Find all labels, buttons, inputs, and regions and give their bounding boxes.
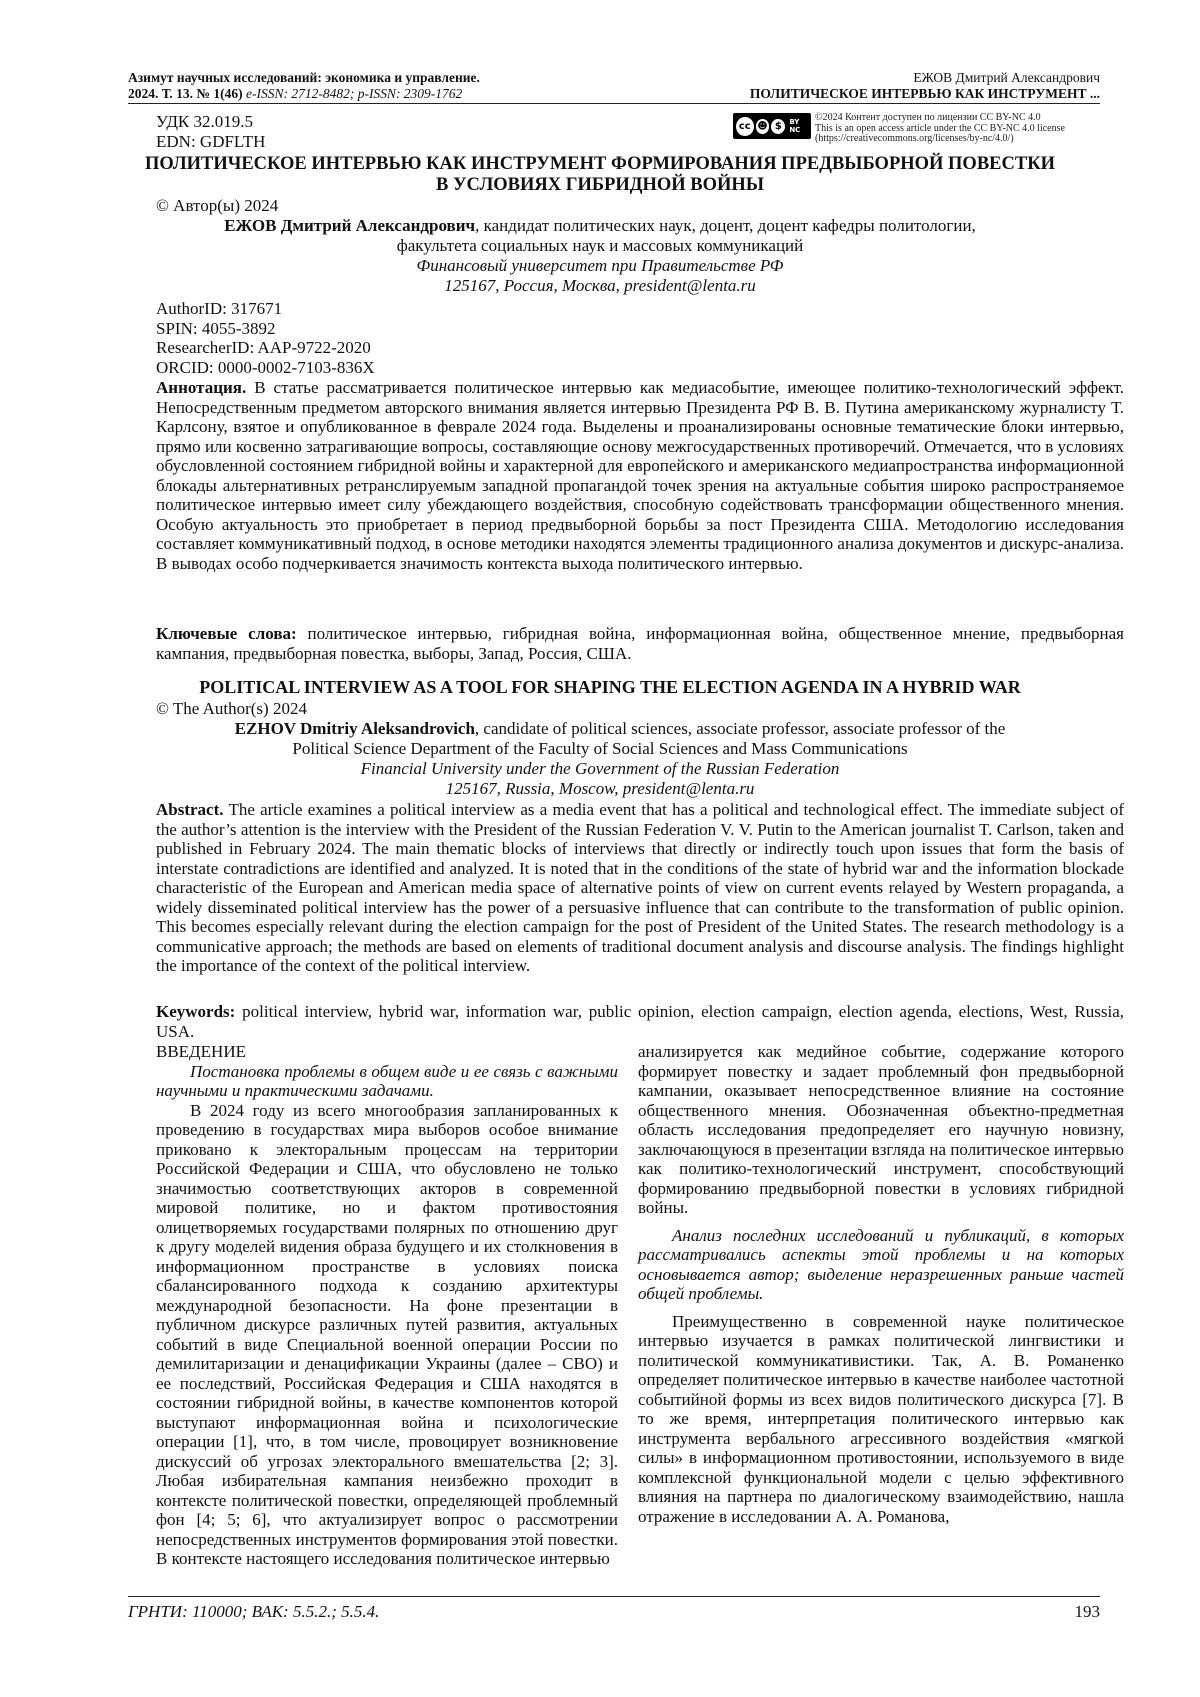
analysis-paragraph: Преимущественно в современной науке политическое интервью изучается в рамках политической лингвистики и политической коммуникативистики. Так, А. В. Романенко определяет политическое интервью в качестве наиболее частотной событийной формы из всех видов политического дискурса [7]. В то же время, интерпретация политического интервью как инструмента вербального агрессивного воздействия «мягкой силы» в информационном противостоянии, используемого в виде комплексной функциональной модели с целью эффективного влияния на партнера по диалогическому взаимодействию, нашла отражение в исследовании А. А. Романова, [638,1311,1124,1526]
nc-label: NC [789,126,801,134]
header-running-title: ПОЛИТИЧЕСКОЕ ИНТЕРВЬЮ КАК ИНСТРУМЕНТ ... [749,86,1100,101]
author-name-ru: ЕЖОВ Дмитрий Александрович [224,216,476,235]
author-line-ru [140,216,1060,236]
author-faculty-en: Political Science Department of the Faculty of Social Sciences and Mass Communications [292,739,908,758]
edn-code: EDN: GDFLTH [156,132,266,151]
udk-block [156,112,265,152]
license-text [815,113,1065,145]
keywords-label-en: Keywords: [156,1002,236,1021]
keywords-text-en: political interview, hybrid war, information war, public opinion, election campaign, election agenda, elections, West, Russia, USA. [156,1002,1124,1041]
issue-number: 2024. Т. 13. № 1(46) [128,86,246,101]
copyright-en: © The Author(s) 2024 [156,699,307,718]
address-en: 125167, Russia, Moscow, president@lenta.ru [445,779,755,798]
affiliation-ru: Финансовый университет при Правительстве РФ [416,256,784,275]
keywords-en [156,1002,1124,1041]
udk-code: УДК 32.019.5 [156,112,254,131]
author-ids [156,299,375,377]
nc-icon: $ [771,119,785,134]
section-heading-intro: ВВЕДЕНИЕ [156,1042,246,1061]
address-ru: 125167, Россия, Москва, president@lenta.ru [444,276,756,295]
by-icon: ☻ [757,120,768,132]
intro-paragraph-continued: анализируется как медийное событие, содержание которого формирует повестку и задает проблемный фон предвыборной кампании, оказывает непосредственное влияние на состояние общественного мнения. Обозначенная объектно-предметная область исследования предопределяет его научную новизну, заключающуюся в презентации взгляда на политическое интервью как политико-технологический инструмент, способствующий формированию предвыборной повестки в условиях гибридной войны. [638,1042,1124,1217]
header-author: ЕЖОВ Дмитрий Александрович [913,70,1100,85]
orcid-id: ORCID: 0000-0002-7103-836X [156,357,375,377]
copyright-ru: © Автор(ы) 2024 [156,196,279,215]
issn: e-ISSN: 2712-8482; p-ISSN: 2309-1762 [245,86,463,101]
intro-italic-subheading: Постановка проблемы в общем виде и ее связь с важными научными и практическими задачами. [156,1061,618,1100]
footer-classification: ГРНТИ: 110000; ВАК: 5.5.2.; 5.5.4. [128,1602,380,1621]
keywords-label-ru: Ключевые слова: [156,624,297,643]
analysis-italic-subheading: Анализ последних исследований и публикаций, в которых рассматривались аспекты этой проблемы и на которых основывается автор; выделение неразрешенных раньше частей общей проблемы. [638,1225,1124,1303]
license-link: (https://creativecommons.org/licenses/by-nc/4.0/) [815,133,1014,144]
running-header-right [750,70,1100,102]
license-line-en: This is an open access article under the CC BY-NC 4.0 license [815,122,1065,134]
by-label: BY [789,118,800,126]
cc-badge-label [789,118,811,134]
keywords-text-ru: политическое интервью, гибридная война, информационная война, общественное мнение, предвыборная кампания, предвыборная повестка, выборы, Запад, Россия, США. [156,624,1124,663]
abstract-ru [156,378,1124,573]
cc-license-badge [733,113,811,139]
author-desc-en: , candidate of political sciences, associate professor, associate professor of the [474,719,1006,738]
intro-paragraph: В 2024 году из всего многообразия запланированных к проведению в государствах мира выборов особое внимание приковано к электоральным процессам на территории Российской Федерации и США, что обусловлено не только значимостью соответствующих акторов в современной мировой политике, но и фактом противостояния олицетворяемых государствами полярных по отношению друг к другу моделей видения образа будущего и их столкновения в информационном пространстве в условиях поиска сбалансированного подхода к созданию архитектуры международной безопасности. На фоне презентации в публичном дискурсе различных путей развития, актуальных событий в виде Специальной военной операции России по демилитаризации и денацификации Украины (далее – СВО) и ее последствий, Российская Федерация и США находятся в состоянии гибридной войны, в качестве компонентов которой выступают информационная война и психологические операции [1], что, в том числе, провоцирует возникновение дискуссий об угрозах электорального вмешательства [2; 3]. Любая избирательная кампания неизбежно проходит в контексте политической повестки, определяющей проблемный фон [4; 5; 6], что актуализирует вопрос о рассмотрении непосредственных инструментов формирования этой повестки. В контексте настоящего исследования политическое интервью [156,1100,618,1568]
license-line-ru: ©2024 Контент доступен по лицензии CC BY-NC 4.0 [815,112,1041,123]
author-line-en [140,719,1100,739]
body-column-left [156,1042,618,1569]
abstract-label-ru: Аннотация. [156,378,247,397]
license-block [733,113,1065,145]
abstract-en [156,800,1124,976]
article-title-ru: ПОЛИТИЧЕСКОЕ ИНТЕРВЬЮ КАК ИНСТРУМЕНТ ФОРМИРОВАНИЯ ПРЕДВЫБОРНОЙ ПОВЕСТКИ В УСЛОВИЯХ ГИБРИДНОЙ ВОЙНЫ [145,154,1055,195]
author-name-en: EZHOV Dmitriy Aleksandrovich [234,719,475,738]
header-divider [128,103,1100,104]
body-column-right [638,1042,1124,1526]
abstract-text-en: The article examines a political interview as a media event that has a political and technological effect. The immediate subject of the author’s attention is the interview with the President of the Russian Federation V. V. Putin to the American journalist T. Carlson, taken and published in February 2024. The main thematic blocks of interviews that directly or indirectly touch upon issues that form the basis of interstate contradictions are identified and analyzed. It is noted that in the conditions of the state of hybrid war and the information blockade characteristic of the European and American media space of alternative points of view on current events relayed by Western propaganda, a widely disseminated political interview has the power of a persuasive influence that can contribute to the transformation of public opinion. This becomes especially relevant during the election campaign for the post of President of the United States. The research methodology is a communicative approach; the methods are based on elements of traditional document analysis and discourse analysis. The findings highlight the importance of the context of the political interview. [156,800,1124,975]
abstract-text-ru: В статье рассматривается политическое интервью как медиасобытие, имеющее политико-технологический эффект. Непосредственным предметом авторского внимания является интервью Президента РФ В. В. Путина американскому журналисту Т. Карлсону, взятое и опубликованное в феврале 2024 года. Выделены и проанализированы основные тематические блоки интервью, прямо или косвенно затрагивающие вопросы, составляющие основу межгосударственных противоречий. Отмечается, что в условиях обусловленной состоянием гибридной войны и характерной для европейского и американского медиапространства информационной блокады альтернативных ретранслируемым западной пропагандой точек зрения на актуальные события широко распространяемое политическое интервью имеет силу убеждающего воздействия, способную содействовать трансформации общественного мнения. Особую актуальность это приобретает в период предвыборной борьбы за пост Президента США. Методологию исследования составляет коммуникативный подход, в основе методики находятся элементы традиционного анализа документов и дискурс-анализа. В выводах особо подчеркивается значимость контекста выхода политического интервью. [156,378,1124,573]
journal-name: Азимут научных исследований: экономика и управление. [128,70,480,85]
cc-icon: cc [736,117,754,136]
affiliation-en: Financial University under the Government of the Russian Federation [360,759,840,778]
keywords-ru [156,624,1124,663]
footer-divider [128,1596,1100,1597]
running-header-left [128,70,480,102]
article-title-en: POLITICAL INTERVIEW AS A TOOL FOR SHAPING THE ELECTION AGENDA IN A HYBRID WAR [199,677,1021,697]
researcher-id: ResearcherID: AAP-9722-2020 [156,338,371,357]
page-number: 193 [1074,1602,1100,1621]
issue-line [128,86,480,102]
spin-id: SPIN: 4055-3892 [156,318,276,338]
abstract-label-en: Abstract. [156,800,224,819]
author-faculty-ru: факультета социальных наук и массовых коммуникаций [396,236,804,255]
author-id: AuthorID: 317671 [156,299,283,318]
author-desc-ru: , кандидат политических наук, доцент, доцент кафедры политологии, [475,216,976,235]
